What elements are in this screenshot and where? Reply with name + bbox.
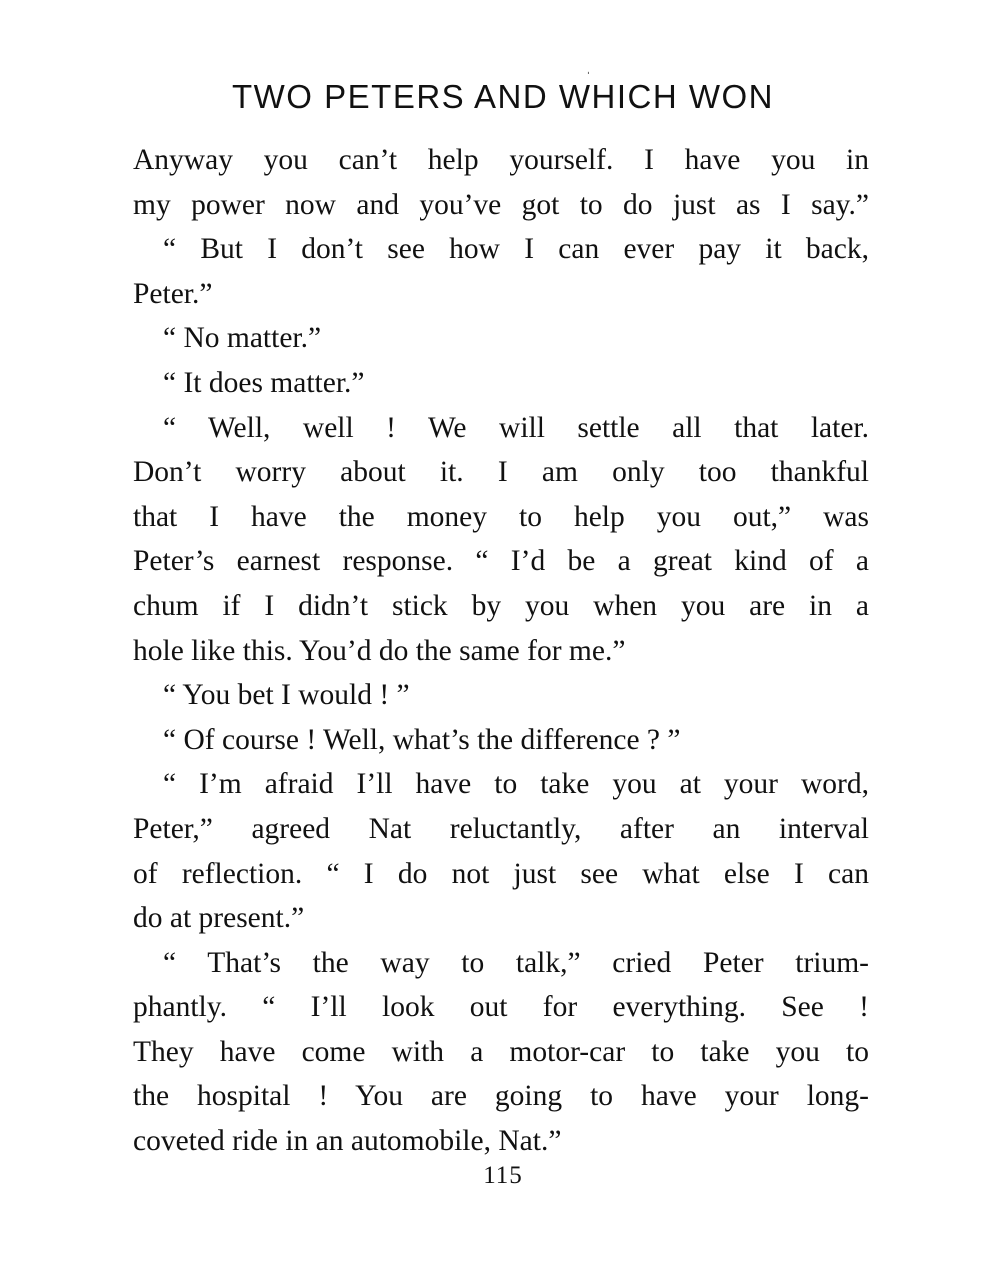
text-line: the hospital ! You are going to have your long- xyxy=(133,1080,869,1113)
text-line: “ Well, well ! We will settle all that later. xyxy=(163,411,869,444)
text-line: of reflection. “ I do not just see what else I can xyxy=(133,857,869,890)
text-line: “ I’m afraid I’ll have to take you at your word, xyxy=(163,768,869,801)
text-line: coveted ride in an automobile, Nat.” xyxy=(133,1125,562,1158)
text-line: do at present.” xyxy=(133,902,305,935)
text-line: “ That’s the way to talk,” cried Peter trium- xyxy=(163,946,869,979)
text-line: “ It does matter.” xyxy=(163,366,365,399)
text-line: “ You bet I would ! ” xyxy=(163,679,410,712)
text-line: Peter.” xyxy=(133,277,213,310)
text-line: Peter’s earnest response. “ I’d be a great kind of a xyxy=(133,545,869,578)
text-line: my power now and you’ve got to do just as I say.” xyxy=(133,188,869,221)
running-header: TWO PETERS AND WHICH WON xyxy=(232,78,774,115)
text-line: Anyway you can’t help yourself. I have you in xyxy=(133,144,869,176)
text-line: Don’t worry about it. I am only too thankful xyxy=(133,456,869,489)
body-text xyxy=(133,138,869,1164)
text-line: They have come with a motor-car to take you to xyxy=(133,1035,869,1068)
text-line: “ Of course ! Well, what’s the difference ? ” xyxy=(163,723,681,756)
print-speck: ˌ xyxy=(586,60,591,75)
page-number: 115 xyxy=(483,1162,523,1189)
text-line: chum if I didn’t stick by you when you are in a xyxy=(133,589,869,622)
text-line: “ But I don’t see how I can ever pay it back, xyxy=(163,233,869,266)
text-line: Peter,” agreed Nat reluctantly, after an interval xyxy=(133,812,869,845)
text-line: phantly. “ I’ll look out for everything. See ! xyxy=(133,991,869,1024)
text-line: hole like this. You’d do the same for me.” xyxy=(133,634,626,667)
text-line: that I have the money to help you out,” was xyxy=(133,500,869,533)
text-line: “ No matter.” xyxy=(163,322,322,355)
